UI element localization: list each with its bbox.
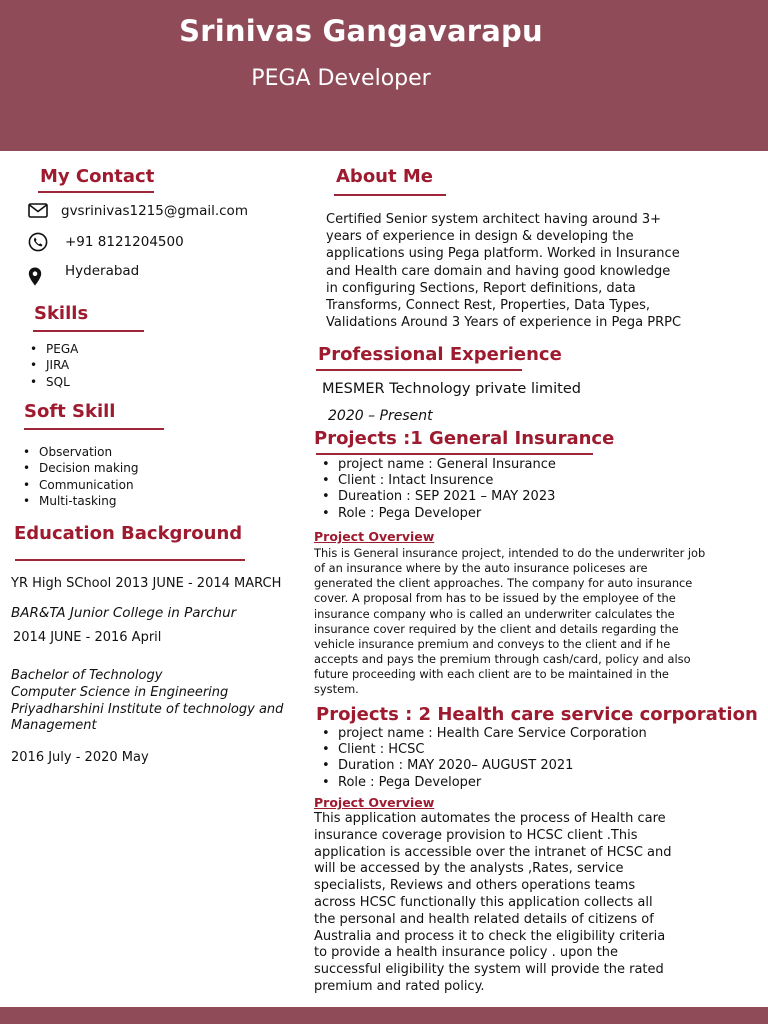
overview-line: insurance company who is called an underwriter calculates the: [314, 606, 675, 621]
degree-line: Computer Science in Engineering: [11, 684, 229, 700]
overview-line: Australia and process it to check the eligibility criteria: [314, 928, 666, 944]
list-item: • Decision making: [15, 460, 138, 476]
list-item: • project name : Health Care Service Corporation: [314, 726, 647, 742]
degree-line: Bachelor of Technology: [11, 668, 163, 683]
overview-line: accepts and pays the premium through cash/card, policy and also: [314, 652, 691, 667]
footer-bar: [0, 1007, 768, 1024]
experience-company: MESMER Technology private limited: [322, 381, 581, 397]
about-line: applications using Pega platform. Worked in Insurance: [326, 246, 680, 262]
list-item: • Multi-tasking: [15, 493, 138, 509]
about-rule: [334, 194, 446, 196]
overview-line: of an insurance where by the auto insurance policeses are: [314, 561, 648, 576]
skills-heading: Skills: [34, 303, 89, 324]
list-item: • JIRA: [22, 357, 78, 373]
education-rule: [15, 559, 245, 561]
about-heading: About Me: [336, 166, 433, 187]
overview-line: specialists, Reviews and others operations teams: [314, 878, 636, 894]
education-college-dates: 2014 JUNE - 2016 April: [13, 630, 162, 645]
overview-line: will be accessed by the analysts ,Rates, service: [314, 861, 624, 877]
overview-line: insurance coverage provision to HCSC client .This: [314, 827, 638, 843]
overview-line: This application automates the process of Health care: [314, 811, 666, 826]
contact-rule: [38, 191, 154, 193]
project1-details: [314, 457, 556, 522]
contact-location: Hyderabad: [65, 263, 140, 279]
degree-line: Management: [11, 718, 97, 734]
project2-overview-link[interactable]: Project Overview: [314, 795, 435, 810]
contact-phone[interactable]: +91 8121204500: [65, 234, 184, 250]
education-degree-dates: 2016 July - 2020 May: [11, 750, 149, 765]
overview-line: future proceeding with each client are to be maintained in the: [314, 667, 669, 682]
degree-line: Priyadharshini Institute of technology and: [11, 701, 284, 717]
overview-line: cover. A proposal from has to be issued by the employee of the: [314, 591, 676, 606]
contact-heading: My Contact: [40, 166, 155, 187]
map-pin-icon: [28, 267, 42, 286]
overview-line: system.: [314, 682, 359, 697]
education-school: YR High SChool 2013 JUNE - 2014 MARCH: [11, 576, 282, 591]
list-item: • Role : Pega Developer: [314, 506, 556, 522]
about-line: years of experience in design & developing the: [326, 229, 634, 245]
skills-rule: [33, 330, 144, 332]
envelope-icon: [28, 203, 48, 218]
about-line: and Health care domain and having good knowledge: [326, 263, 671, 279]
phone-icon: [28, 232, 48, 252]
about-line: Certified Senior system architect having around 3+: [326, 212, 661, 227]
overview-line: application is accessible over the intranet of HCSC and: [314, 844, 672, 860]
project2-overview-text: [314, 811, 672, 996]
overview-line: insurance cover required by the client and details regarding the: [314, 621, 679, 636]
project1-rule: [316, 453, 593, 455]
education-heading: Education Background: [14, 523, 243, 544]
soft-skill-heading: Soft Skill: [24, 401, 116, 422]
about-line: Transforms, Connect Rest, Properties, Data Types,: [326, 298, 651, 314]
overview-line: to provide a health insurance policy . upon the: [314, 945, 619, 961]
project2-heading: Projects : 2 Health care service corporation: [316, 704, 758, 725]
soft-skill-list: [15, 444, 138, 509]
about-line: Validations Around 3 Years of experience in Pega PRPC: [326, 315, 682, 331]
overview-line: This is General insurance project, intended to do the underwriter job: [314, 546, 706, 560]
list-item: • PEGA: [22, 341, 78, 357]
project1-overview-link[interactable]: Project Overview: [314, 529, 435, 544]
overview-line: vehicle insurance premium and conveys to the client and if he: [314, 636, 671, 651]
experience-rule: [316, 369, 522, 371]
experience-period: 2020 – Present: [328, 408, 433, 424]
contact-email[interactable]: gvsrinivas1215@gmail.com: [61, 203, 248, 219]
job-title: PEGA Developer: [251, 66, 431, 91]
list-item: • Client : HCSC: [314, 742, 647, 758]
overview-line: successful eligibility the system will provide the rated: [314, 962, 664, 978]
education-college: BAR&TA Junior College in Parchur: [11, 605, 237, 621]
project2-details: [314, 726, 647, 791]
candidate-name: Srinivas Gangavarapu: [179, 14, 543, 48]
list-item: • Client : Intact Insurence: [314, 473, 556, 489]
list-item: • Duration : MAY 2020– AUGUST 2021: [314, 758, 647, 774]
experience-heading: Professional Experience: [318, 344, 562, 365]
list-item: • SQL: [22, 374, 78, 390]
list-item: • project name : General Insurance: [314, 457, 556, 473]
list-item: • Dureation : SEP 2021 – MAY 2023: [314, 489, 556, 505]
project1-heading: Projects :1 General Insurance: [314, 428, 615, 449]
overview-line: generated the client approaches. The company for auto insurance: [314, 576, 693, 591]
about-line: in configuring Sections, Report definitions, data: [326, 280, 636, 296]
skills-list: [22, 341, 78, 390]
project1-overview-text: [314, 546, 705, 698]
list-item: • Observation: [15, 444, 138, 460]
education-degree: [11, 668, 283, 735]
list-item: • Role : Pega Developer: [314, 775, 647, 791]
overview-line: premium and rated policy.: [314, 978, 485, 994]
overview-line: across HCSC functionally this application collects all: [314, 894, 653, 910]
soft-skill-rule: [24, 428, 164, 430]
overview-line: the personal and health related details of citizens of: [314, 911, 654, 927]
about-text: [326, 211, 681, 331]
list-item: • Communication: [15, 477, 138, 493]
header-banner: [0, 0, 768, 151]
